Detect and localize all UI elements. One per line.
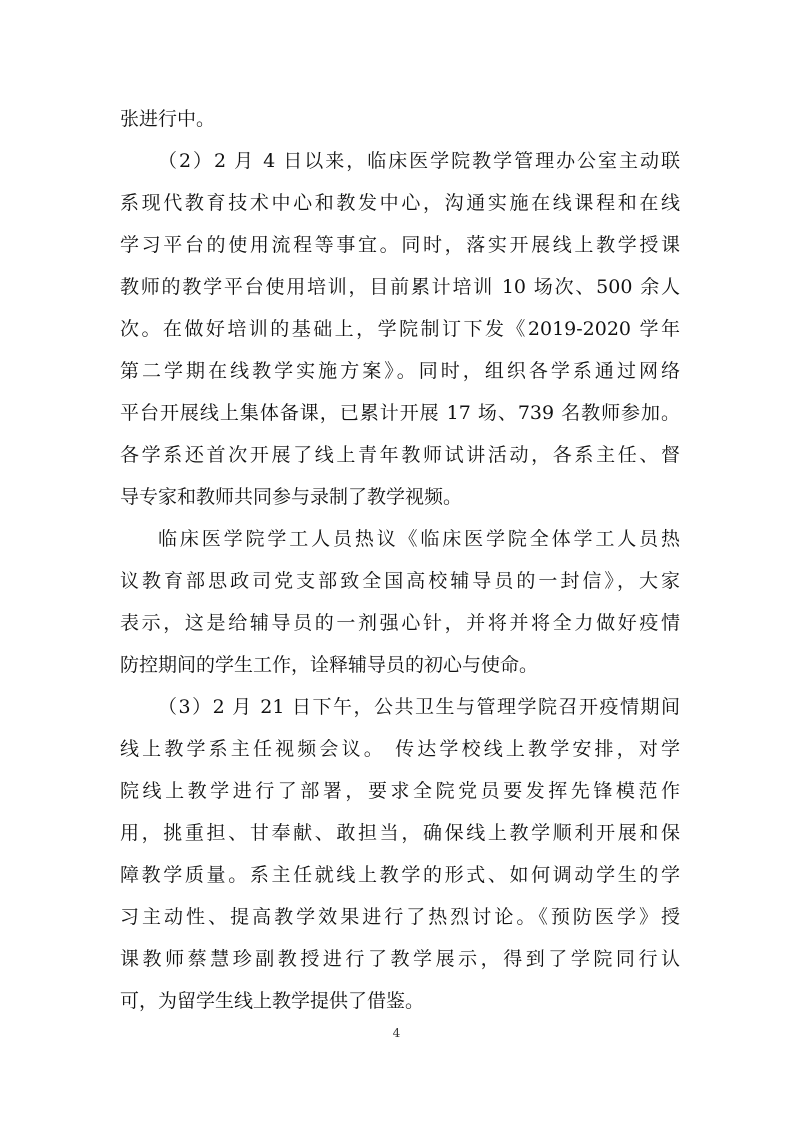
paragraph-1-line-1: 张进行中。 [120, 108, 216, 130]
paragraph-4-line-8: 可，为留学生线上教学提供了借鉴。 [120, 990, 425, 1012]
paragraph-2-line-3: 学习平台的使用流程等事宜。同时，落实开展线上教学授课 [120, 234, 680, 256]
body-text [120, 98, 680, 1022]
paragraph-2-line-9: 导专家和教师共同参与录制了教学视频。 [120, 486, 463, 508]
paragraph-2-line-5: 次。在做好培训的基础上，学院制订下发《2019-2020 学年 [120, 318, 680, 340]
paragraph-4-line-1: （3）2 月 21 日下午，公共卫生与管理学院召开疫情期间 [158, 696, 680, 718]
paragraph-2-line-8: 各学系还首次开展了线上青年教师试讲活动，各系主任、督 [120, 444, 680, 466]
paragraph-2-line-4: 教师的教学平台使用培训，目前累计培训 10 场次、500 余人 [120, 276, 680, 298]
paragraph-2-line-2: 系现代教育技术中心和教发中心，沟通实施在线课程和在线 [120, 192, 680, 214]
paragraph-2-line-7: 平台开展线上集体备课，已累计开展 17 场、739 名教师参加。 [120, 402, 680, 424]
paragraph-4-line-3: 院线上教学进行了部署，要求全院党员要发挥先锋模范作 [120, 780, 680, 802]
paragraph-3-line-2: 议教育部思政司党支部致全国高校辅导员的一封信》，大家 [120, 570, 680, 592]
paragraph-4-line-6: 习主动性、提高教学效果进行了热烈讨论。《预防医学》授 [120, 906, 680, 928]
paragraph-4-line-2: 线上教学系主任视频会议。 传达学校线上教学安排，对学 [120, 738, 680, 760]
paragraph-3-line-3: 表示，这是给辅导员的一剂强心针，并将并将全力做好疫情 [120, 612, 680, 634]
paragraph-3-line-1: 临床医学院学工人员热议《临床医学院全体学工人员热 [158, 528, 680, 550]
paragraph-4-line-7: 课教师蔡慧珍副教授进行了教学展示，得到了学院同行认 [120, 948, 680, 970]
paragraph-4-line-4: 用，挑重担、甘奉献、敢担当，确保线上教学顺利开展和保 [120, 822, 680, 844]
paragraph-4-line-5: 障教学质量。系主任就线上教学的形式、如何调动学生的学 [120, 864, 680, 886]
paragraph-2-line-1: （2）2 月 4 日以来，临床医学院教学管理办公室主动联 [158, 150, 680, 172]
paragraph-2-line-6: 第二学期在线教学实施方案》。同时，组织各学系通过网络 [120, 360, 680, 382]
page-number: 4 [392, 1026, 401, 1040]
paragraph-3-line-4: 防控期间的学生工作，诠释辅导员的初心与使命。 [120, 654, 539, 676]
